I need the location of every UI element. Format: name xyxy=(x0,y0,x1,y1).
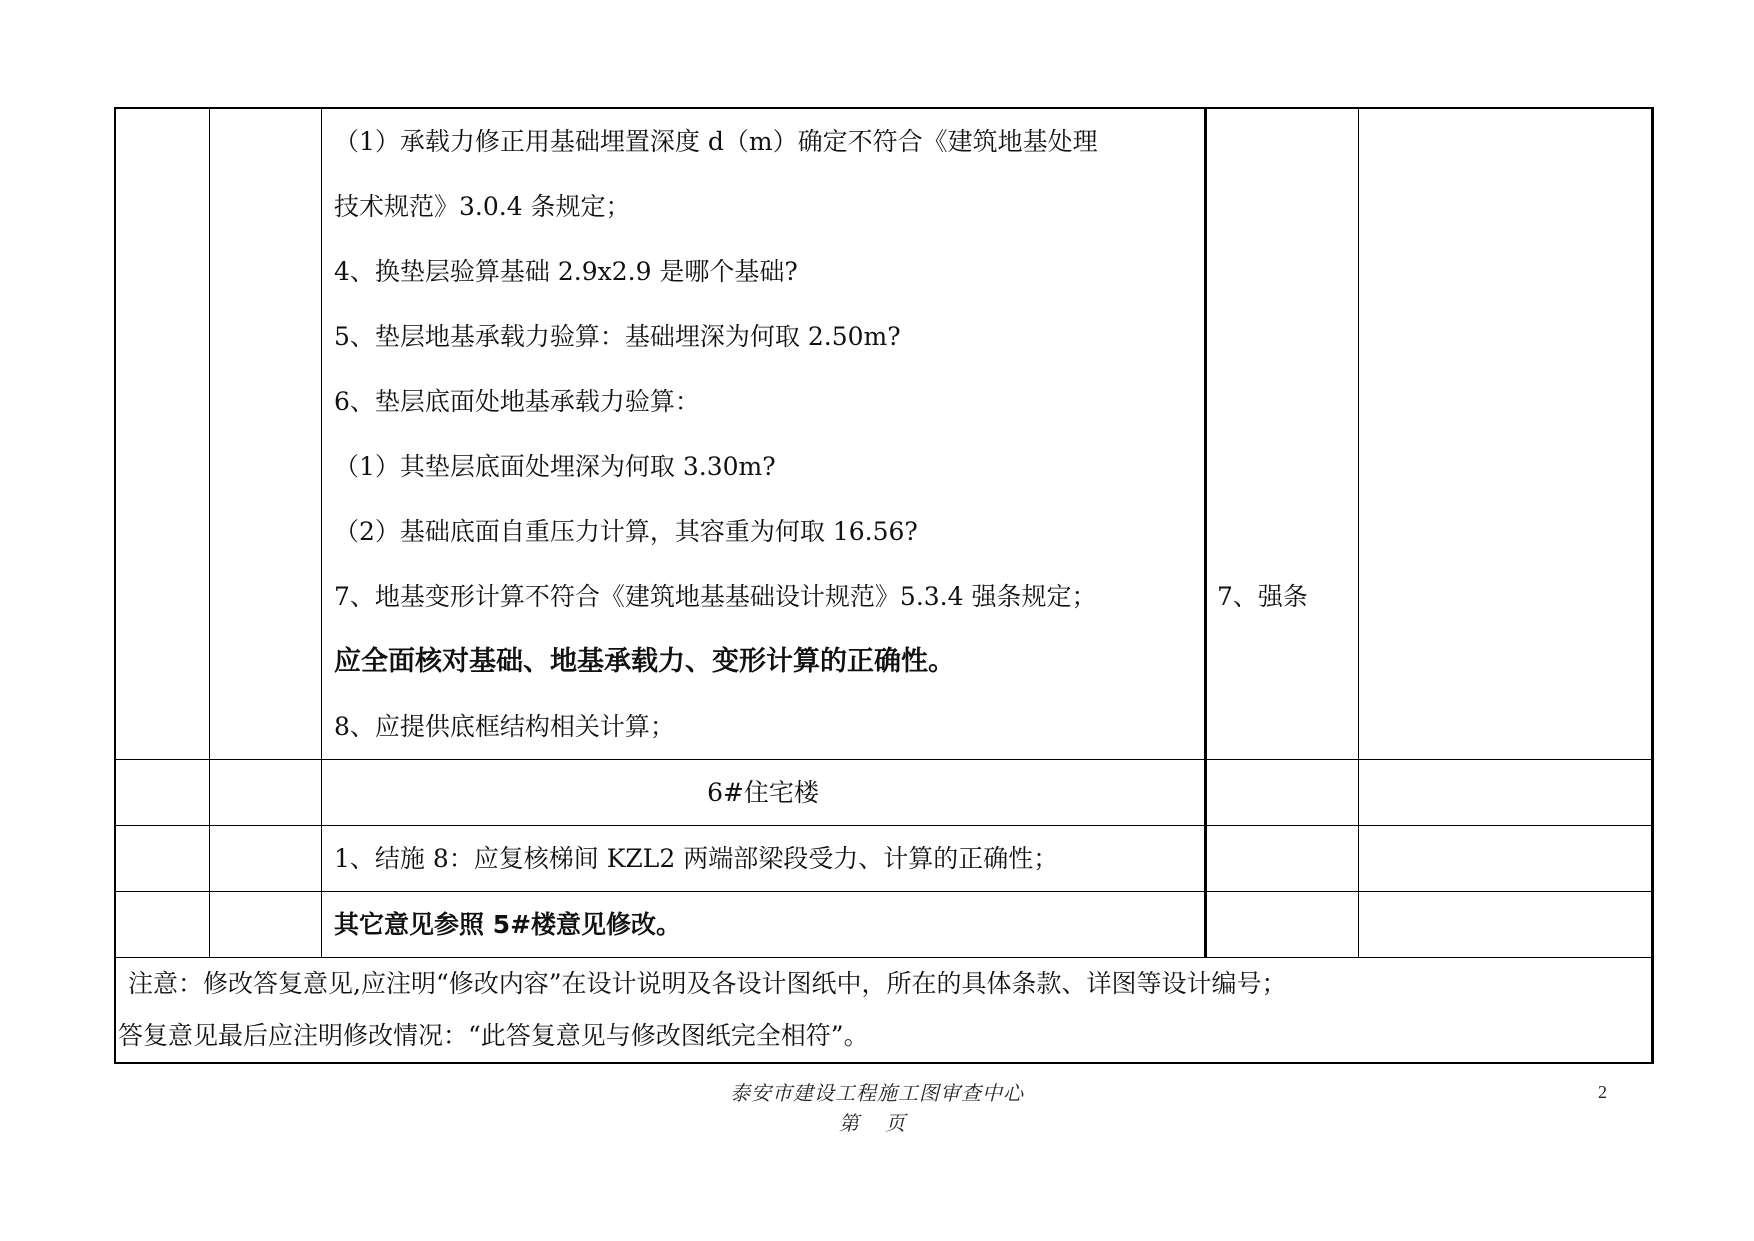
table-row xyxy=(115,108,1653,760)
opinion-line: 6、垫层底面处地基承载力验算： xyxy=(334,387,700,416)
opinion-line: （1）其垫层底面处埋深为何取 3.30m? xyxy=(334,452,776,481)
table-row xyxy=(115,826,1653,892)
opinion-cell xyxy=(322,826,1206,892)
opinion-line: 4、换垫层验算基础 2.9x2.9 是哪个基础? xyxy=(334,257,798,286)
section-heading: 6#住宅楼 xyxy=(707,778,819,807)
footer-organization: 泰安市建设工程施工图审查中心 xyxy=(730,1081,1024,1105)
other-opinions: 其它意见参照 5#楼意见修改。 xyxy=(334,910,682,939)
opinion-line: 7、地基变形计算不符合《建筑地基基础设计规范》5.3.4 强条规定； xyxy=(334,582,1097,611)
opinion-line: 技术规范》3.0.4 条规定； xyxy=(334,192,631,221)
opinion-line: 1、结施 8：应复核梯间 KZL2 两端部梁段受力、计算的正确性； xyxy=(334,844,1059,873)
opinion-line-emphasis: 应全面核对基础、地基承载力、变形计算的正确性。 xyxy=(334,646,955,677)
note-cell xyxy=(115,958,1653,1064)
cell-empty xyxy=(1359,108,1653,760)
cell-empty xyxy=(210,760,322,826)
page-number: 2 xyxy=(1598,1082,1607,1102)
cell-empty xyxy=(1359,892,1653,958)
section-heading-cell xyxy=(322,760,1206,826)
cell-empty xyxy=(1206,826,1359,892)
cell-empty xyxy=(115,760,210,826)
review-table xyxy=(114,107,1654,1064)
opinion-line: 8、应提供底框结构相关计算； xyxy=(334,712,675,741)
opinion-line: （1）承载力修正用基础埋置深度 d（m）确定不符合《建筑地基处理 xyxy=(334,127,1098,156)
cell-empty xyxy=(115,826,210,892)
cell-empty xyxy=(1359,826,1653,892)
table-row xyxy=(115,892,1653,958)
cell-empty xyxy=(115,108,210,760)
cell-empty xyxy=(1206,892,1359,958)
page-footer xyxy=(0,1078,1754,1138)
opinion-cell xyxy=(322,892,1206,958)
cell-empty xyxy=(210,892,322,958)
cell-empty xyxy=(115,892,210,958)
note-line: 注意：修改答复意见,应注明“修改内容”在设计说明及各设计图纸中，所在的具体条款、详图等设计编号； xyxy=(128,969,1287,998)
strong-clause-label: 7、强条 xyxy=(1217,582,1308,611)
footer-page-label: 第 页 xyxy=(838,1111,916,1135)
note-line: 答复意见最后应注明修改情况：“此答复意见与修改图纸完全相符”。 xyxy=(118,1021,869,1050)
clause-type-cell xyxy=(1206,108,1359,760)
cell-empty xyxy=(210,826,322,892)
table-row xyxy=(115,958,1653,1064)
cell-empty xyxy=(1206,760,1359,826)
opinion-line: （2）基础底面自重压力计算，其容重为何取 16.56? xyxy=(334,517,918,546)
cell-empty xyxy=(1359,760,1653,826)
opinion-line: 5、垫层地基承载力验算：基础埋深为何取 2.50m? xyxy=(334,322,901,351)
table-row xyxy=(115,760,1653,826)
opinion-cell xyxy=(322,108,1206,760)
cell-empty xyxy=(210,108,322,760)
